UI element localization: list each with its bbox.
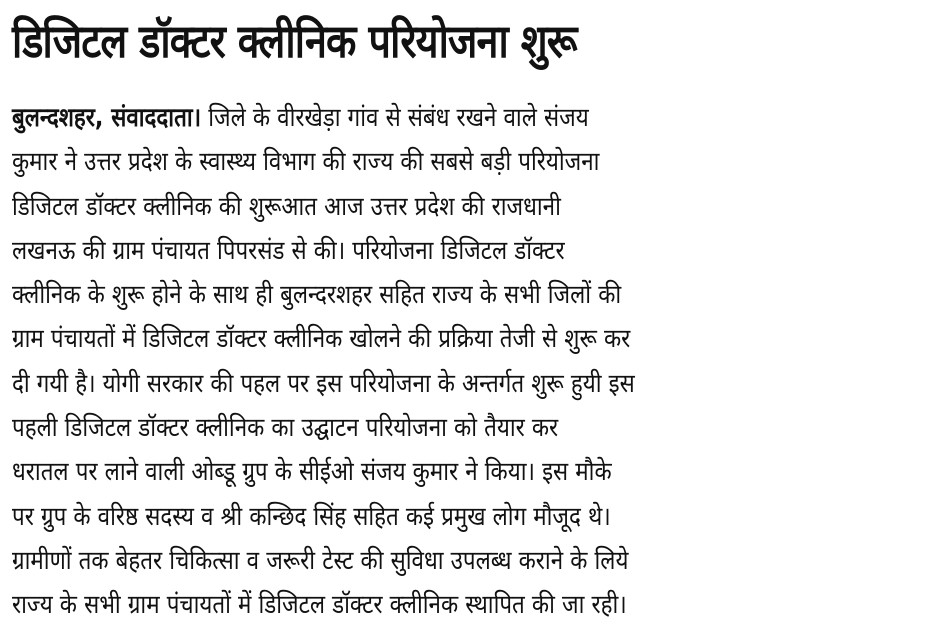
dateline: बुलन्दशहर, संवाददाता।	[12, 103, 202, 133]
article-line-10: पर ग्रुप के वरिष्ठ सदस्य व श्री कन्छिद सिंह सहित कई प्रमुख लोग मौजूद थे।	[12, 501, 611, 532]
article-line-7: दी गयी है। योगी सरकार की पहल पर इस परियोजना के अन्तर्गत शुरू हुयी इस	[12, 368, 635, 399]
article-line-6: ग्राम पंचायतों में डिजिटल डॉक्टर क्लीनिक खोलने की प्रक्रिया तेजी से शुरू कर	[12, 324, 631, 355]
article-line-5: क्लीनिक के शुरू होने के साथ ही बुलन्दरशहर सहित राज्य के सभी जिलों की	[12, 280, 622, 311]
article-line-1-text: जिले के वीरखेड़ा गांव से संबंध रखने वाले संजय	[201, 103, 589, 133]
article-line-2: कुमार ने उत्तर प्रदेश के स्वास्थ्य विभाग की राज्य की सबसे बड़ी परियोजना	[12, 147, 600, 178]
article-line-9: धरातल पर लाने वाली ओब्डू ग्रुप के सीईओ संजय कुमार ने किया। इस मौके	[12, 457, 612, 488]
article-body	[12, 96, 916, 628]
article-line-3: डिजिटल डॉक्टर क्लीनिक की शुरूआत आज उत्तर प्रदेश की राजधानी	[12, 191, 561, 222]
headline: डिजिटल डॉक्टर क्लीनिक परियोजना शुरू	[12, 14, 577, 68]
article-line-11: ग्रामीणों तक बेहतर चिकित्सा व जरूरी टेस्ट की सुविधा उपलब्ध कराने के लिये	[12, 545, 629, 576]
article-line-12: राज्य के सभी ग्राम पंचायतों में डिजिटल डॉक्टर क्लीनिक स्थापित की जा रही।	[12, 590, 627, 621]
article-line-1	[12, 96, 789, 140]
article-line-4: लखनऊ की ग्राम पंचायत पिपरसंड से की। परियोजना डिजिटल डॉक्टर	[12, 235, 565, 266]
article-line-8: पहली डिजिटल डॉक्टर क्लीनिक का उद्घाटन परियोजना को तैयार कर	[12, 413, 559, 444]
